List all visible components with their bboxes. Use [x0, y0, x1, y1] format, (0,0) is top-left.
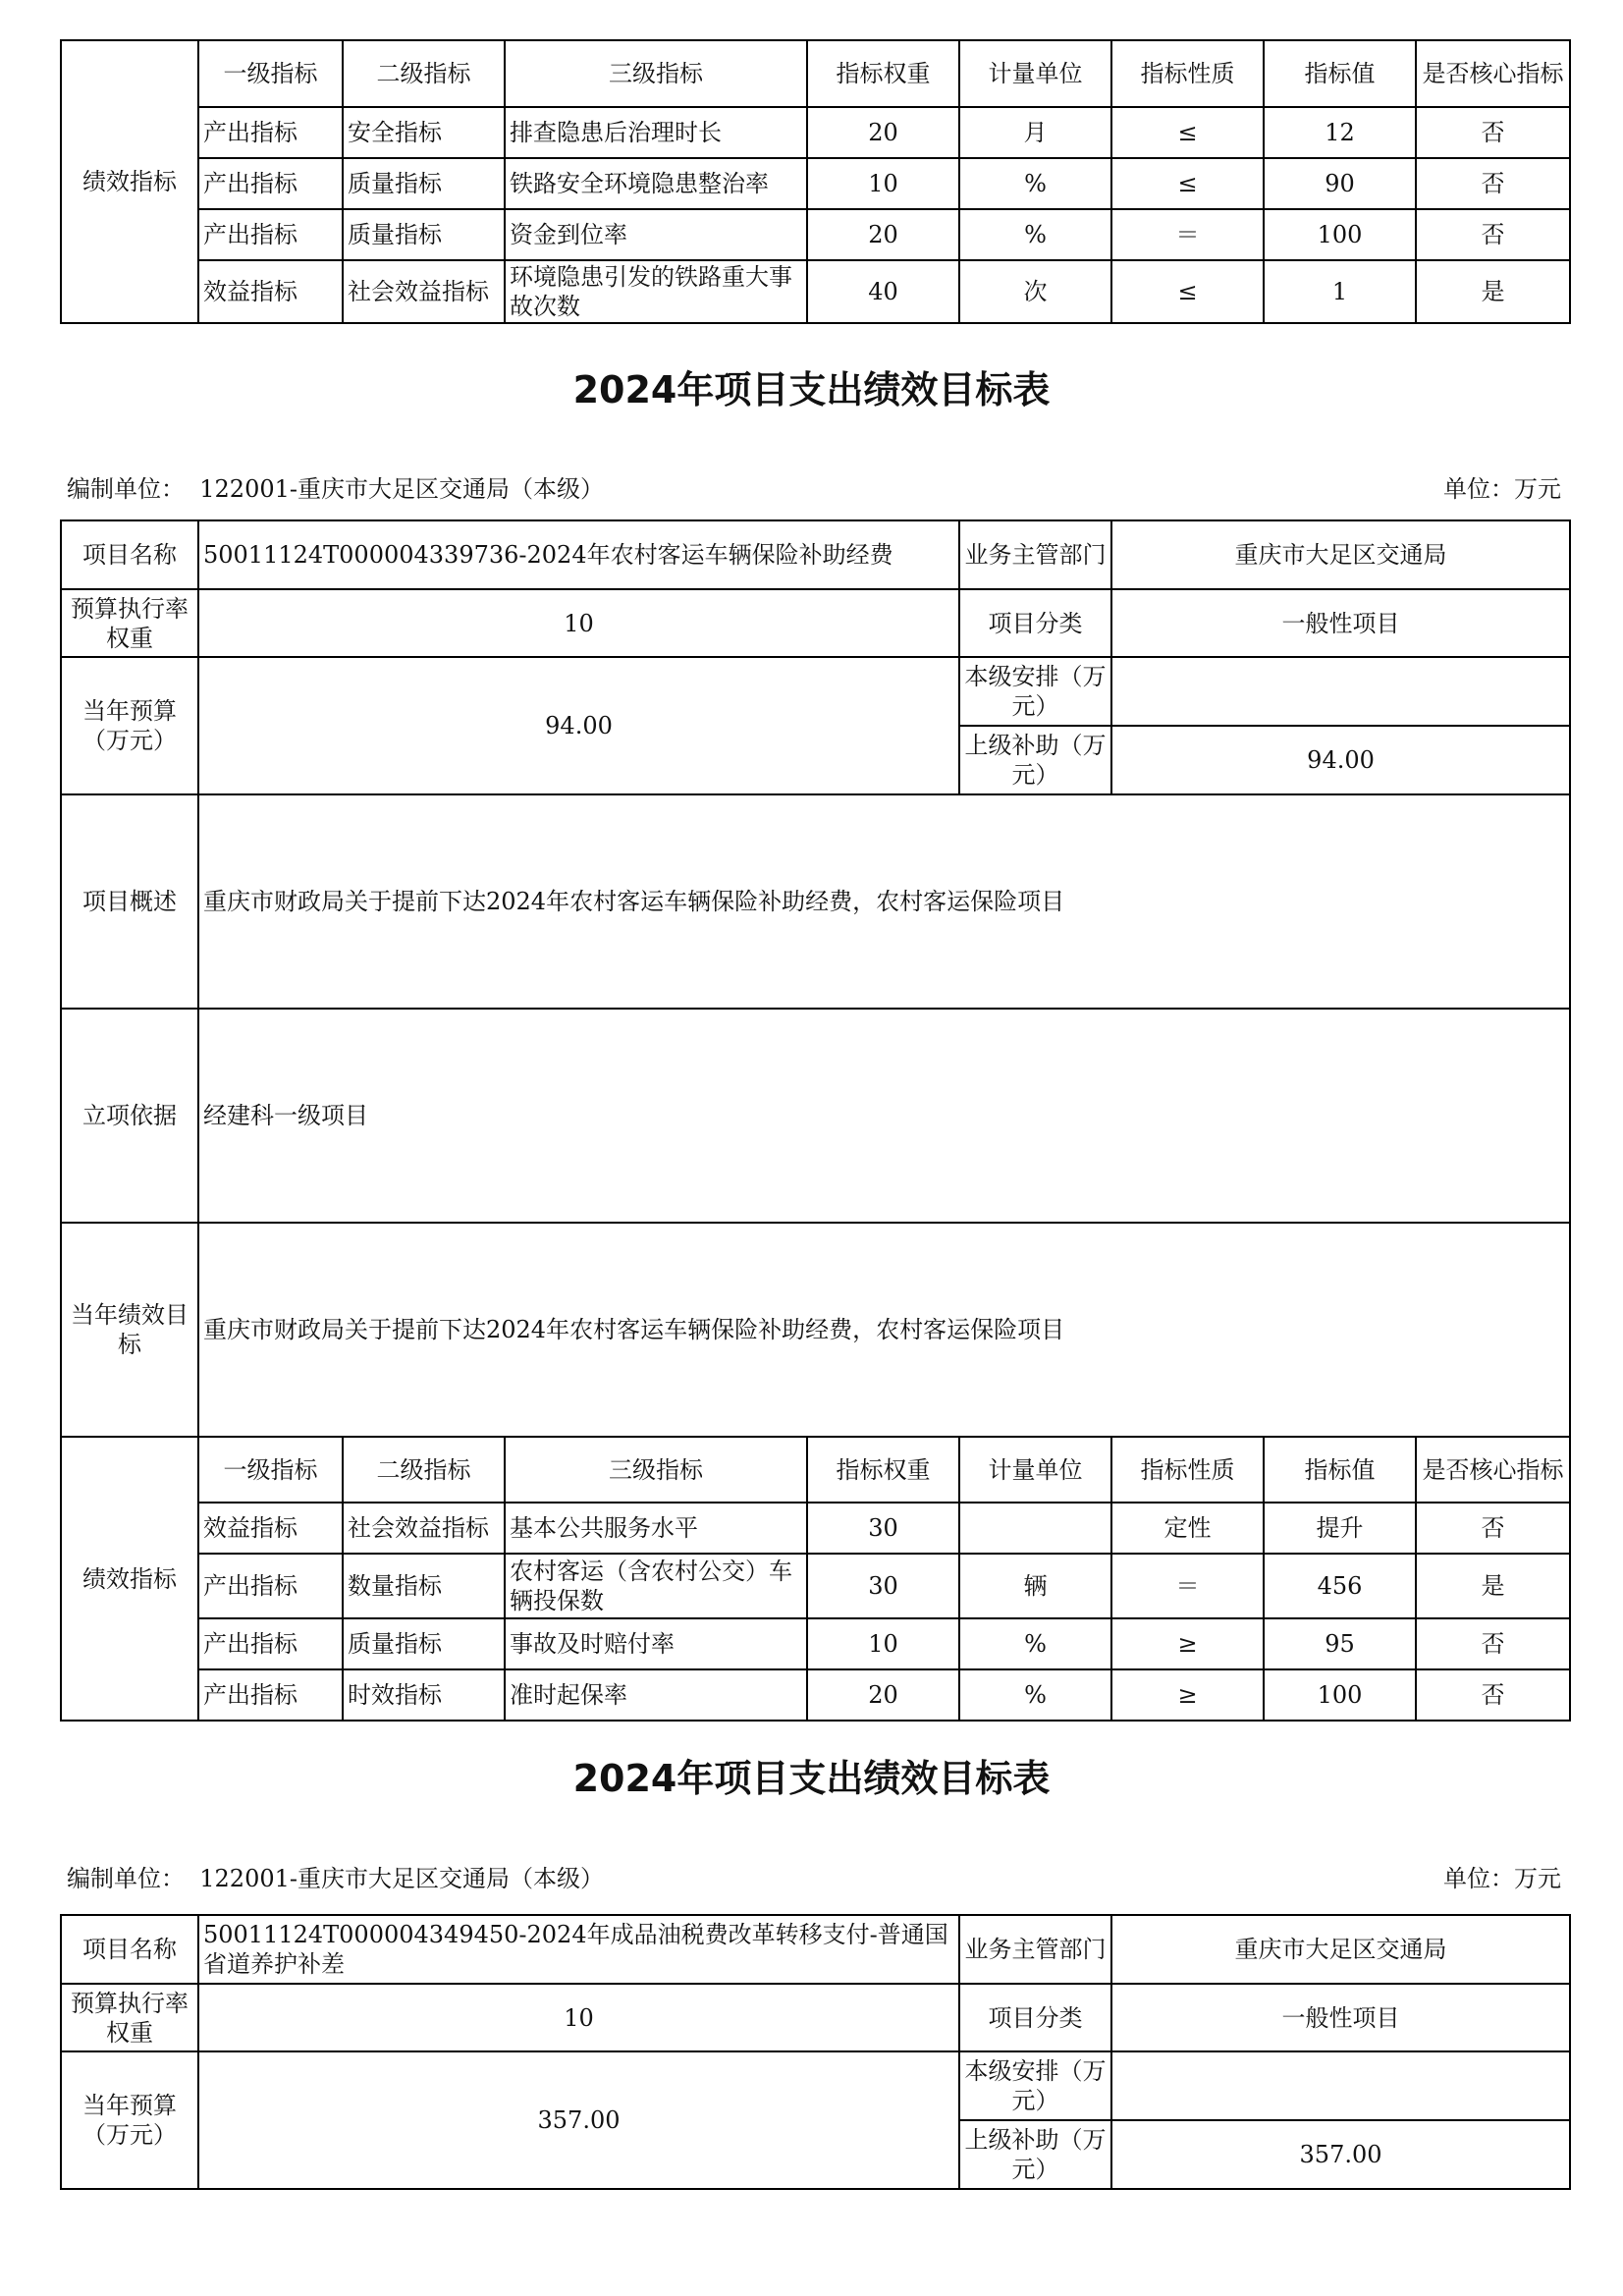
header-core: 是否核心指标	[1416, 1437, 1570, 1503]
header-level3: 三级指标	[505, 1437, 807, 1503]
local-value	[1111, 2051, 1570, 2120]
exec-weight-row	[61, 1984, 1570, 2051]
overview-value: 重庆市财政局关于提前下达2024年农村客运车辆保险补助经费，农村客运保险项目	[198, 794, 1570, 1009]
local-value	[1111, 657, 1570, 726]
header-level2: 二级指标	[343, 1437, 505, 1503]
table-row	[61, 1618, 1570, 1669]
cell-value: 1	[1264, 260, 1416, 323]
header-value: 指标值	[1264, 40, 1416, 107]
header-weight: 指标权重	[807, 1437, 959, 1503]
project-name-value: 50011124T000004339736-2024年农村客运车辆保险补助经费	[198, 520, 959, 589]
header-value: 指标值	[1264, 1437, 1416, 1503]
perf-header-row	[61, 1437, 1570, 1503]
cell-weight: 10	[807, 1618, 959, 1669]
cell-level2: 时效指标	[343, 1669, 505, 1721]
label-budget: 当年预算（万元）	[61, 2051, 198, 2189]
cell-value: 100	[1264, 209, 1416, 260]
org-label: 编制单位：	[67, 475, 185, 503]
header-core: 是否核心指标	[1416, 40, 1570, 107]
cell-value: 90	[1264, 158, 1416, 209]
cell-level3: 排查隐患后治理时长	[505, 107, 807, 158]
cell-nature: ≤	[1111, 260, 1264, 323]
overview-row	[61, 794, 1570, 1009]
perf-section-label: 绩效指标	[61, 40, 198, 323]
cell-level1: 效益指标	[198, 1503, 343, 1554]
cell-core: 否	[1416, 1618, 1570, 1669]
cell-value: 提升	[1264, 1503, 1416, 1554]
org-line	[67, 1859, 1561, 1898]
cell-unit: 辆	[959, 1554, 1111, 1618]
top-perf-table	[60, 39, 1571, 324]
goal-row	[61, 1223, 1570, 1437]
page-title: 2024年项目支出绩效目标表	[572, 368, 1051, 411]
label-project-name: 项目名称	[61, 1915, 198, 1984]
label-category: 项目分类	[959, 1984, 1111, 2051]
cell-level3: 农村客运（含农村公交）车辆投保数	[505, 1554, 807, 1618]
cell-level2: 社会效益指标	[343, 1503, 505, 1554]
budget-row-local	[61, 657, 1570, 726]
cell-core: 否	[1416, 158, 1570, 209]
perf-header-row	[61, 40, 1570, 107]
cell-unit: %	[959, 158, 1111, 209]
cell-level1: 产出指标	[198, 209, 343, 260]
cell-core: 否	[1416, 107, 1570, 158]
cell-level1: 产出指标	[198, 1554, 343, 1618]
cell-nature: ＝	[1111, 1554, 1264, 1618]
cell-weight: 10	[807, 158, 959, 209]
project-name-value: 50011124T000004349450-2024年成品油税费改革转移支付-普通国省道养护补差	[198, 1915, 959, 1984]
cell-level2: 质量指标	[343, 158, 505, 209]
cell-core: 否	[1416, 209, 1570, 260]
cell-nature: ≥	[1111, 1618, 1264, 1669]
cell-level2: 安全指标	[343, 107, 505, 158]
org-text	[67, 1859, 604, 1898]
header-nature: 指标性质	[1111, 40, 1264, 107]
budget-value: 94.00	[198, 657, 959, 794]
project-table-1	[60, 519, 1571, 1722]
label-category: 项目分类	[959, 589, 1111, 657]
label-local: 本级安排（万元）	[959, 657, 1111, 726]
header-nature: 指标性质	[1111, 1437, 1264, 1503]
cell-unit: %	[959, 209, 1111, 260]
cell-level1: 产出指标	[198, 1669, 343, 1721]
label-dept: 业务主管部门	[959, 1915, 1111, 1984]
table-row	[61, 209, 1570, 260]
table-row	[61, 1669, 1570, 1721]
cell-core: 否	[1416, 1503, 1570, 1554]
label-project-name: 项目名称	[61, 520, 198, 589]
cell-value: 100	[1264, 1669, 1416, 1721]
cell-core: 是	[1416, 1554, 1570, 1618]
cell-level3: 基本公共服务水平	[505, 1503, 807, 1554]
cell-nature: ≤	[1111, 158, 1264, 209]
cell-weight: 30	[807, 1503, 959, 1554]
cell-level1: 产出指标	[198, 1618, 343, 1669]
exec-weight-value: 10	[198, 589, 959, 657]
table-row	[61, 1554, 1570, 1618]
cell-unit: 月	[959, 107, 1111, 158]
cell-weight: 20	[807, 209, 959, 260]
basis-row	[61, 1009, 1570, 1223]
header-level1: 一级指标	[198, 40, 343, 107]
budget-value: 357.00	[198, 2051, 959, 2189]
table-row	[61, 107, 1570, 158]
cell-weight: 40	[807, 260, 959, 323]
project-name-row	[61, 1915, 1570, 1984]
org-text	[67, 469, 604, 509]
label-upper: 上级补助（万元）	[959, 2120, 1111, 2189]
cell-level3: 环境隐患引发的铁路重大事故次数	[505, 260, 807, 323]
upper-value: 94.00	[1111, 726, 1570, 794]
label-budget: 当年预算（万元）	[61, 657, 198, 794]
cell-unit: %	[959, 1669, 1111, 1721]
cell-unit	[959, 1503, 1111, 1554]
goal-value: 重庆市财政局关于提前下达2024年农村客运车辆保险补助经费，农村客运保险项目	[198, 1223, 1570, 1437]
perf-section-label: 绩效指标	[61, 1437, 198, 1721]
project-name-row	[61, 520, 1570, 589]
basis-value: 经建科一级项目	[198, 1009, 1570, 1223]
cell-value: 95	[1264, 1618, 1416, 1669]
org-line	[67, 469, 1561, 509]
label-local: 本级安排（万元）	[959, 2051, 1111, 2120]
cell-level2: 数量指标	[343, 1554, 505, 1618]
budget-row-local	[61, 2051, 1570, 2120]
cell-nature: ≤	[1111, 107, 1264, 158]
cell-weight: 20	[807, 107, 959, 158]
unit-text: 单位：万元	[1443, 1865, 1561, 1892]
org-label: 编制单位：	[67, 1865, 185, 1892]
label-dept: 业务主管部门	[959, 520, 1111, 589]
table-row	[61, 158, 1570, 209]
header-level2: 二级指标	[343, 40, 505, 107]
cell-level3: 事故及时赔付率	[505, 1618, 807, 1669]
label-exec-weight: 预算执行率权重	[61, 1984, 198, 2051]
table-row	[61, 260, 1570, 323]
header-unit: 计量单位	[959, 1437, 1111, 1503]
cell-core: 否	[1416, 1669, 1570, 1721]
upper-value: 357.00	[1111, 2120, 1570, 2189]
label-exec-weight: 预算执行率权重	[61, 589, 198, 657]
cell-level3: 资金到位率	[505, 209, 807, 260]
cell-level1: 产出指标	[198, 107, 343, 158]
label-upper: 上级补助（万元）	[959, 726, 1111, 794]
dept-value: 重庆市大足区交通局	[1111, 520, 1570, 589]
cell-nature: 定性	[1111, 1503, 1264, 1554]
header-unit: 计量单位	[959, 40, 1111, 107]
cell-unit: %	[959, 1618, 1111, 1669]
table-row	[61, 1503, 1570, 1554]
cell-level1: 产出指标	[198, 158, 343, 209]
unit-text: 单位：万元	[1443, 475, 1561, 503]
header-level3: 三级指标	[505, 40, 807, 107]
header-weight: 指标权重	[807, 40, 959, 107]
cell-level1: 效益指标	[198, 260, 343, 323]
cell-value: 12	[1264, 107, 1416, 158]
cell-core: 是	[1416, 260, 1570, 323]
category-value: 一般性项目	[1111, 1984, 1570, 2051]
cell-nature: ＝	[1111, 209, 1264, 260]
label-basis: 立项依据	[61, 1009, 198, 1223]
label-overview: 项目概述	[61, 794, 198, 1009]
project-table-2	[60, 1914, 1571, 2190]
cell-level2: 质量指标	[343, 1618, 505, 1669]
cell-level2: 社会效益指标	[343, 260, 505, 323]
org-value: 122001-重庆市大足区交通局（本级）	[199, 475, 604, 503]
cell-nature: ≥	[1111, 1669, 1264, 1721]
header-level1: 一级指标	[198, 1437, 343, 1503]
dept-value: 重庆市大足区交通局	[1111, 1915, 1570, 1984]
exec-weight-row	[61, 589, 1570, 657]
cell-level3: 铁路安全环境隐患整治率	[505, 158, 807, 209]
cell-level3: 准时起保率	[505, 1669, 807, 1721]
cell-weight: 30	[807, 1554, 959, 1618]
cell-weight: 20	[807, 1669, 959, 1721]
cell-unit: 次	[959, 260, 1111, 323]
label-goal: 当年绩效目标	[61, 1223, 198, 1437]
cell-value: 456	[1264, 1554, 1416, 1618]
org-value: 122001-重庆市大足区交通局（本级）	[199, 1865, 604, 1892]
cell-level2: 质量指标	[343, 209, 505, 260]
page-title: 2024年项目支出绩效目标表	[572, 1757, 1051, 1800]
exec-weight-value: 10	[198, 1984, 959, 2051]
category-value: 一般性项目	[1111, 589, 1570, 657]
